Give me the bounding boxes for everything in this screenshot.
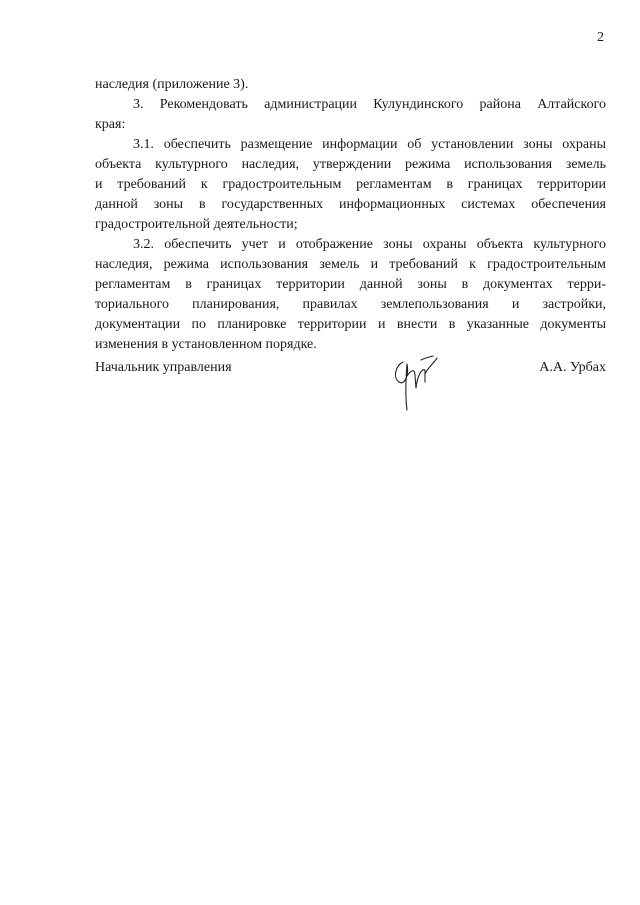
text-line: 3.2. обеспечить учет и отображение зоны охраны объекта культурного [133, 237, 606, 252]
text-line: наследия (приложение 3). [95, 77, 249, 92]
signature-block [95, 358, 606, 428]
text-line: ториального планирования, правилах землепользования и застройки, [95, 297, 606, 312]
text-line: градостроительной деятельности; [95, 217, 298, 232]
text-line: регламентам в границах территории данной зоны в документах терри- [95, 277, 606, 292]
text-line: 3.1. обеспечить размещение информации об установлении зоны охраны [133, 137, 606, 152]
text-line: наследия, режима использования земель и требований к градостроительным [95, 257, 606, 272]
signatory-title: Начальник управления [95, 360, 232, 375]
signatory-name: А.А. Урбах [539, 360, 606, 375]
text-line: 3. Рекомендовать администрации Кулундинского района Алтайского [133, 97, 606, 112]
text-line: изменения в установленном порядке. [95, 337, 317, 352]
text-line: объекта культурного наследия, утверждении режима использования земель [95, 157, 606, 172]
document-body [95, 75, 606, 355]
handwritten-signature [385, 348, 445, 418]
text-line: края: [95, 117, 126, 132]
page-number: 2 [597, 30, 604, 45]
text-line: данной зоны в государственных информационных системах обеспечения [95, 197, 606, 212]
text-line: документации по планировке территории и внести в указанные документы [95, 317, 606, 332]
text-line: и требований к градостроительным регламентам в границах территории [95, 177, 606, 192]
